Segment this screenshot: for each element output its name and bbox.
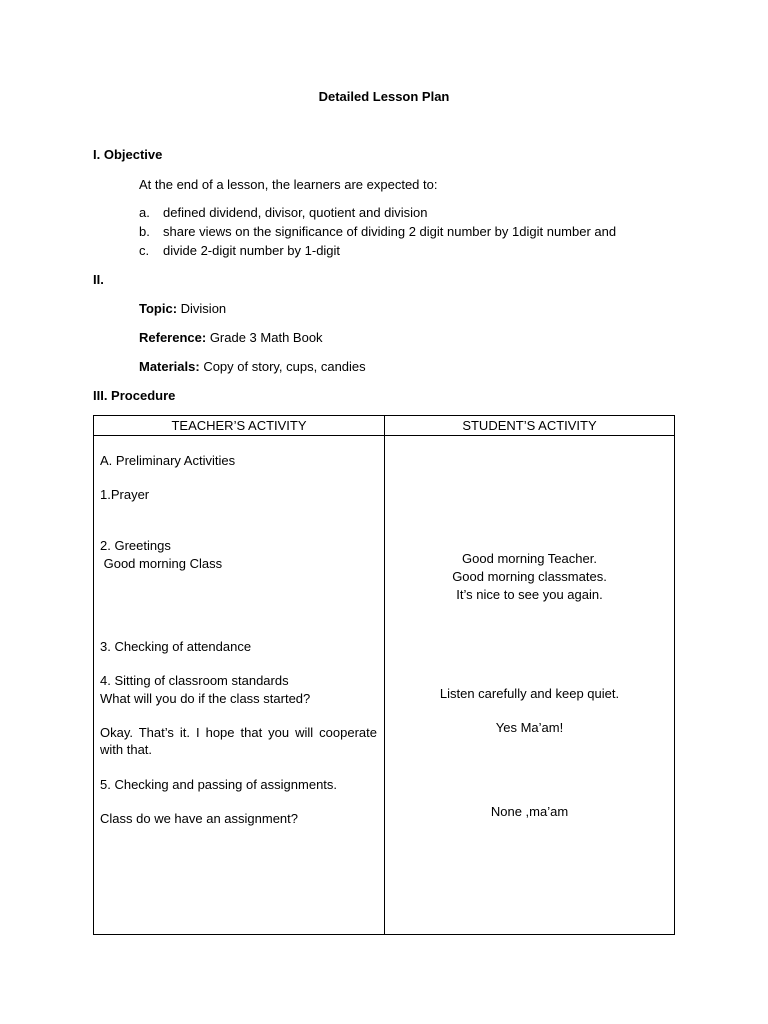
student-yes: Yes Ma’am!: [495, 720, 564, 735]
objective-item-letter: c.: [139, 243, 150, 258]
objective-item-letter: a.: [139, 205, 150, 220]
preliminary-activities: A. Preliminary Activities: [100, 453, 236, 468]
teacher-activity-header: TEACHER’S ACTIVITY: [171, 418, 307, 433]
reference-label: Reference:: [139, 330, 207, 345]
standards-item: 4. Sitting of classroom standards: [100, 673, 289, 688]
attendance-item: 3. Checking of attendance: [100, 639, 252, 654]
objective-item-text: divide 2-digit number by 1-digit: [163, 243, 341, 258]
topic-label: Topic:: [139, 301, 178, 316]
materials-line: [139, 358, 366, 375]
objective-heading: I. Objective: [93, 147, 163, 162]
student-greeting-3: It’s nice to see you again.: [456, 587, 603, 602]
student-greeting-1: Good morning Teacher.: [462, 551, 597, 566]
procedure-table: [93, 415, 675, 935]
student-none: None ,ma’am: [490, 804, 569, 819]
objective-item-text: share views on the significance of dividing 2 digit number by 1digit number and: [163, 224, 617, 239]
objective-item-text: defined dividend, divisor, quotient and division: [163, 205, 428, 220]
document-title: Detailed Lesson Plan: [318, 89, 450, 104]
section2-heading: II.: [93, 272, 104, 287]
student-activity-header: STUDENT’S ACTIVITY: [462, 418, 597, 433]
procedure-heading: III. Procedure: [93, 388, 176, 403]
standards-question: What will you do if the class started?: [100, 691, 311, 706]
assignment-question: Class do we have an assignment?: [100, 811, 299, 826]
greetings-line: Good morning Class: [100, 556, 223, 571]
prayer-item: 1.Prayer: [100, 487, 150, 502]
materials-label: Materials:: [139, 359, 200, 374]
objective-item-letter: b.: [139, 224, 150, 239]
assignments-item: 5. Checking and passing of assignments.: [100, 777, 338, 792]
column-divider: [384, 416, 385, 934]
greetings-item: 2. Greetings: [100, 538, 171, 553]
okay-statement: Okay. That’s it. I hope that you will cooperate with that.: [100, 725, 377, 757]
reference-line: [139, 329, 323, 346]
topic-line: [139, 300, 226, 317]
student-greeting-2: Good morning classmates.: [452, 569, 607, 584]
objective-item-a: [139, 204, 428, 221]
student-listen: Listen carefully and keep quiet.: [439, 686, 620, 701]
header-divider: [94, 435, 674, 436]
objective-item-c: [139, 242, 340, 259]
topic-value: Division: [177, 301, 227, 316]
objective-intro: At the end of a lesson, the learners are expected to:: [139, 177, 438, 192]
materials-value: Copy of story, cups, candies: [199, 359, 366, 374]
objective-item-b: [139, 223, 616, 240]
reference-value: Grade 3 Math Book: [206, 330, 323, 345]
